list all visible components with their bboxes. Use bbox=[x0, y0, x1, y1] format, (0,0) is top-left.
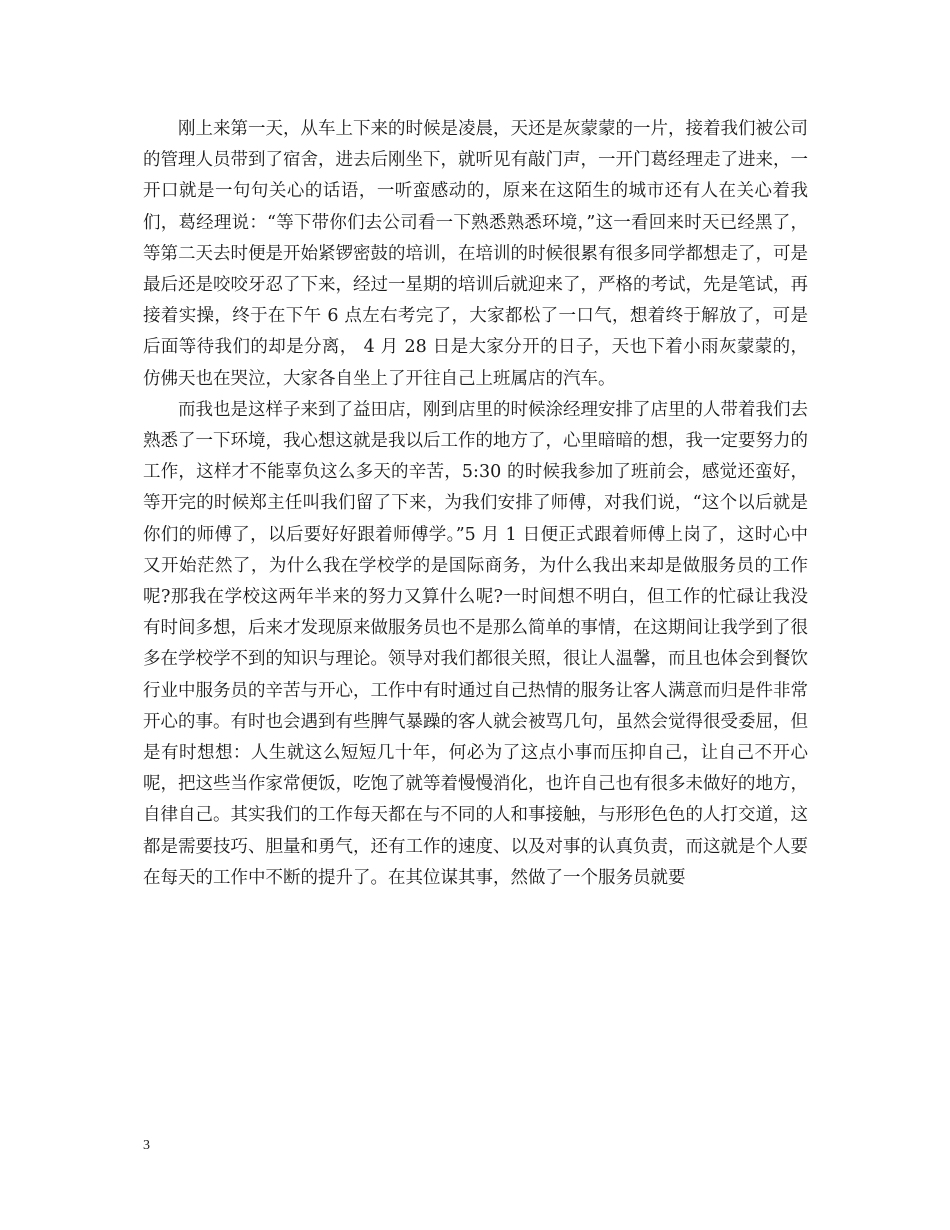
document-body bbox=[143, 114, 808, 894]
paragraph-arrival: 刚上来第一天，从车上下来的时候是凌晨，天还是灰蒙蒙的一片，接着我们被公司的管理人员带到了宿舍，进去后刚坐下，就听见有敲门声，一开门葛经理走了进来，一开口就是一句句关心的话语，一听蛮感动的，原来在这陌生的城市还有人在关心着我们，葛经理说：“等下带你们去公司看一下熟悉熟悉环境，”这一看回来时天已经黑了，等第二天去时便是开始紧锣密鼓的培训，在培训的时候很累有很多同学都想走了，可是最后还是咬咬牙忍了下来，经过一星期的培训后就迎来了，严格的考试，先是笔试，再接着实操，终于在下午 6 点左右考完了，大家都松了一口气，想着终于解放了，可是后面等待我们的却是分离， 4 月 28 日是大家分开的日子，天也下着小雨灰蒙蒙的，仿佛天也在哭泣，大家各自坐上了开往自己上班属店的汽车。 bbox=[143, 119, 808, 389]
page-number: 3 bbox=[143, 1138, 150, 1153]
paragraph-store-work: 而我也是这样子来到了益田店，刚到店里的时候涂经理安排了店里的人带着我们去熟悉了一下环境，我心想这就是我以后工作的地方了，心里暗暗的想，我一定要努力的工作，这样才不能辜负这么多天的辛苦，5:30 的时候我参加了班前会，感觉还蛮好，等开完的时候郑主任叫我们留了下来，为我们安排了师傅，对我们说，“这个以后就是你们的师傅了，以后要好好跟着师傅学。”5 月 1 日便正式跟着师傅上岗了，这时心中又开始茫然了，为什么我在学校学的是国际商务，为什么我出来却是做服务员的工作呢?那我在学校这两年半来的努力又算什么呢?一时间想不明白，但工作的忙碌让我没有时间多想，后来才发现原来做服务员也不是那么简单的事情，在这期间让我学到了很多在学校学不到的知识与理论。领导对我们都很关照，很让人温馨，而且也体会到餐饮行业中服务员的辛苦与开心，工作中有时通过自己热情的服务让客人满意而归是件非常开心的事。有时也会遇到有些脾气暴躁的客人就会被骂几句，虽然会觉得很受委屈，但是有时想想：人生就这么短短几十年，何必为了这点小事而压抑自己，让自己不开心呢，把这些当作家常便饭，吃饱了就等着慢慢消化，也许自己也有很多未做好的地方，自律自己。其实我们的工作每天都在与不同的人和事接触，与形形色色的人打交道，这都是需要技巧、胆量和勇气，还有工作的速度、以及对事的认真负责，而这就是个人要在每天的工作中不断的提升了。在其位谋其事，然做了一个服务员就要 bbox=[143, 399, 808, 888]
